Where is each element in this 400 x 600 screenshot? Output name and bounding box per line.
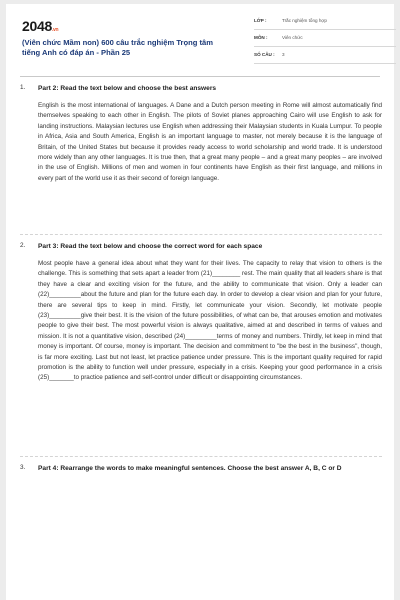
- question-divider: [20, 234, 382, 235]
- meta-panel: [254, 16, 396, 67]
- document-title: (Viên chức Mầm non) 600 câu trắc nghiệm Trọng tâm tiếng Anh có đáp án - Phần 25: [22, 38, 214, 57]
- question-passage: Most people have a general idea about what they want for their lives. The capacity to relay that vision to others is the challenge. This is something that sets apart a leader from (21)________ rest. The main quality that all leaders share is that they have a clear and exciting vision for the future, and the ability to communicate that vision. Only a leader can (22)_________about the future and plan for the future each day. In order to develop a clear vision and plan for your future, there are several tips to keep in mind. Firstly, let communicate your vision. Secondly, let motivate people (23)_________give their best. It is the vision of the future possibilities, of what can be, that arouses emotion and motivates people to give their best. The most powerful vision is always qualitative, aimed at and described in terms of values and mission. It is not a quantitative vision, described (24)_________terms of money and numbers. Thirdly, let keep in mind that money is important. Of course, money is important. The decision and commitment to "be the best in the business", though, is far more exciting. Last but not least, let practice patience under pressure. This is the important quality required for rapid promotion is the ability to function well under pressure, especially in a crisis. Keeping your good performance in a crisis (25)_______to practice patience and self-control under difficult or disappointing circumstances.: [38, 260, 382, 382]
- question-heading: Part 4: Rearrange the words to make meaningful sentences. Choose the best answer A, B, C or D: [38, 465, 342, 472]
- question-heading: Part 3: Read the text below and choose the correct word for each space: [38, 243, 263, 250]
- question-divider: [20, 456, 382, 457]
- meta-row-subject: [254, 33, 396, 47]
- question-number: 3.: [20, 464, 26, 471]
- meta-row-class: [254, 16, 396, 30]
- question-passage: English is the most international of languages. A Dane and a Dutch person meeting in Rome will almost automatically find themselves speaking to each other in English. The pilots of Soviet planes approaching Cairo will use English to ask for landing instructions. Malaysian lectures use English when addressing their Malaysian students in Kuala Lumpur. To people in Africa, Asia and South America, English is an important language to master, not merely because it is the language of Britain, of the United States but because it provides ready access to world scholarship and world trade. It is understood more widely than any other languages. It is true then, that a great many people – and a great many peoples – are involved in the use of English. Millions of men and women in four continents have English as their first language, and millions in every part of the world use it as their second of foreign language.: [38, 102, 382, 182]
- question-number: 2.: [20, 242, 26, 249]
- document-page: [6, 4, 394, 600]
- meta-label: LỚP :: [254, 18, 267, 23]
- meta-label: MÔN :: [254, 35, 268, 40]
- question-heading: Part 2: Read the text below and choose the best answers: [38, 85, 217, 92]
- header-divider: [20, 76, 380, 77]
- meta-value: Viên chức: [282, 35, 303, 40]
- document-header: [22, 14, 382, 70]
- question-number: 1.: [20, 84, 26, 91]
- meta-row-count: [254, 50, 396, 64]
- logo-main: 2048: [22, 18, 52, 34]
- site-logo[interactable]: [22, 18, 58, 34]
- logo-suffix: .vn: [51, 27, 59, 33]
- meta-value: Trắc nghiệm tổng hợp: [282, 18, 327, 23]
- meta-label: SỐ CÂU :: [254, 52, 275, 57]
- meta-value: 3: [282, 52, 285, 57]
